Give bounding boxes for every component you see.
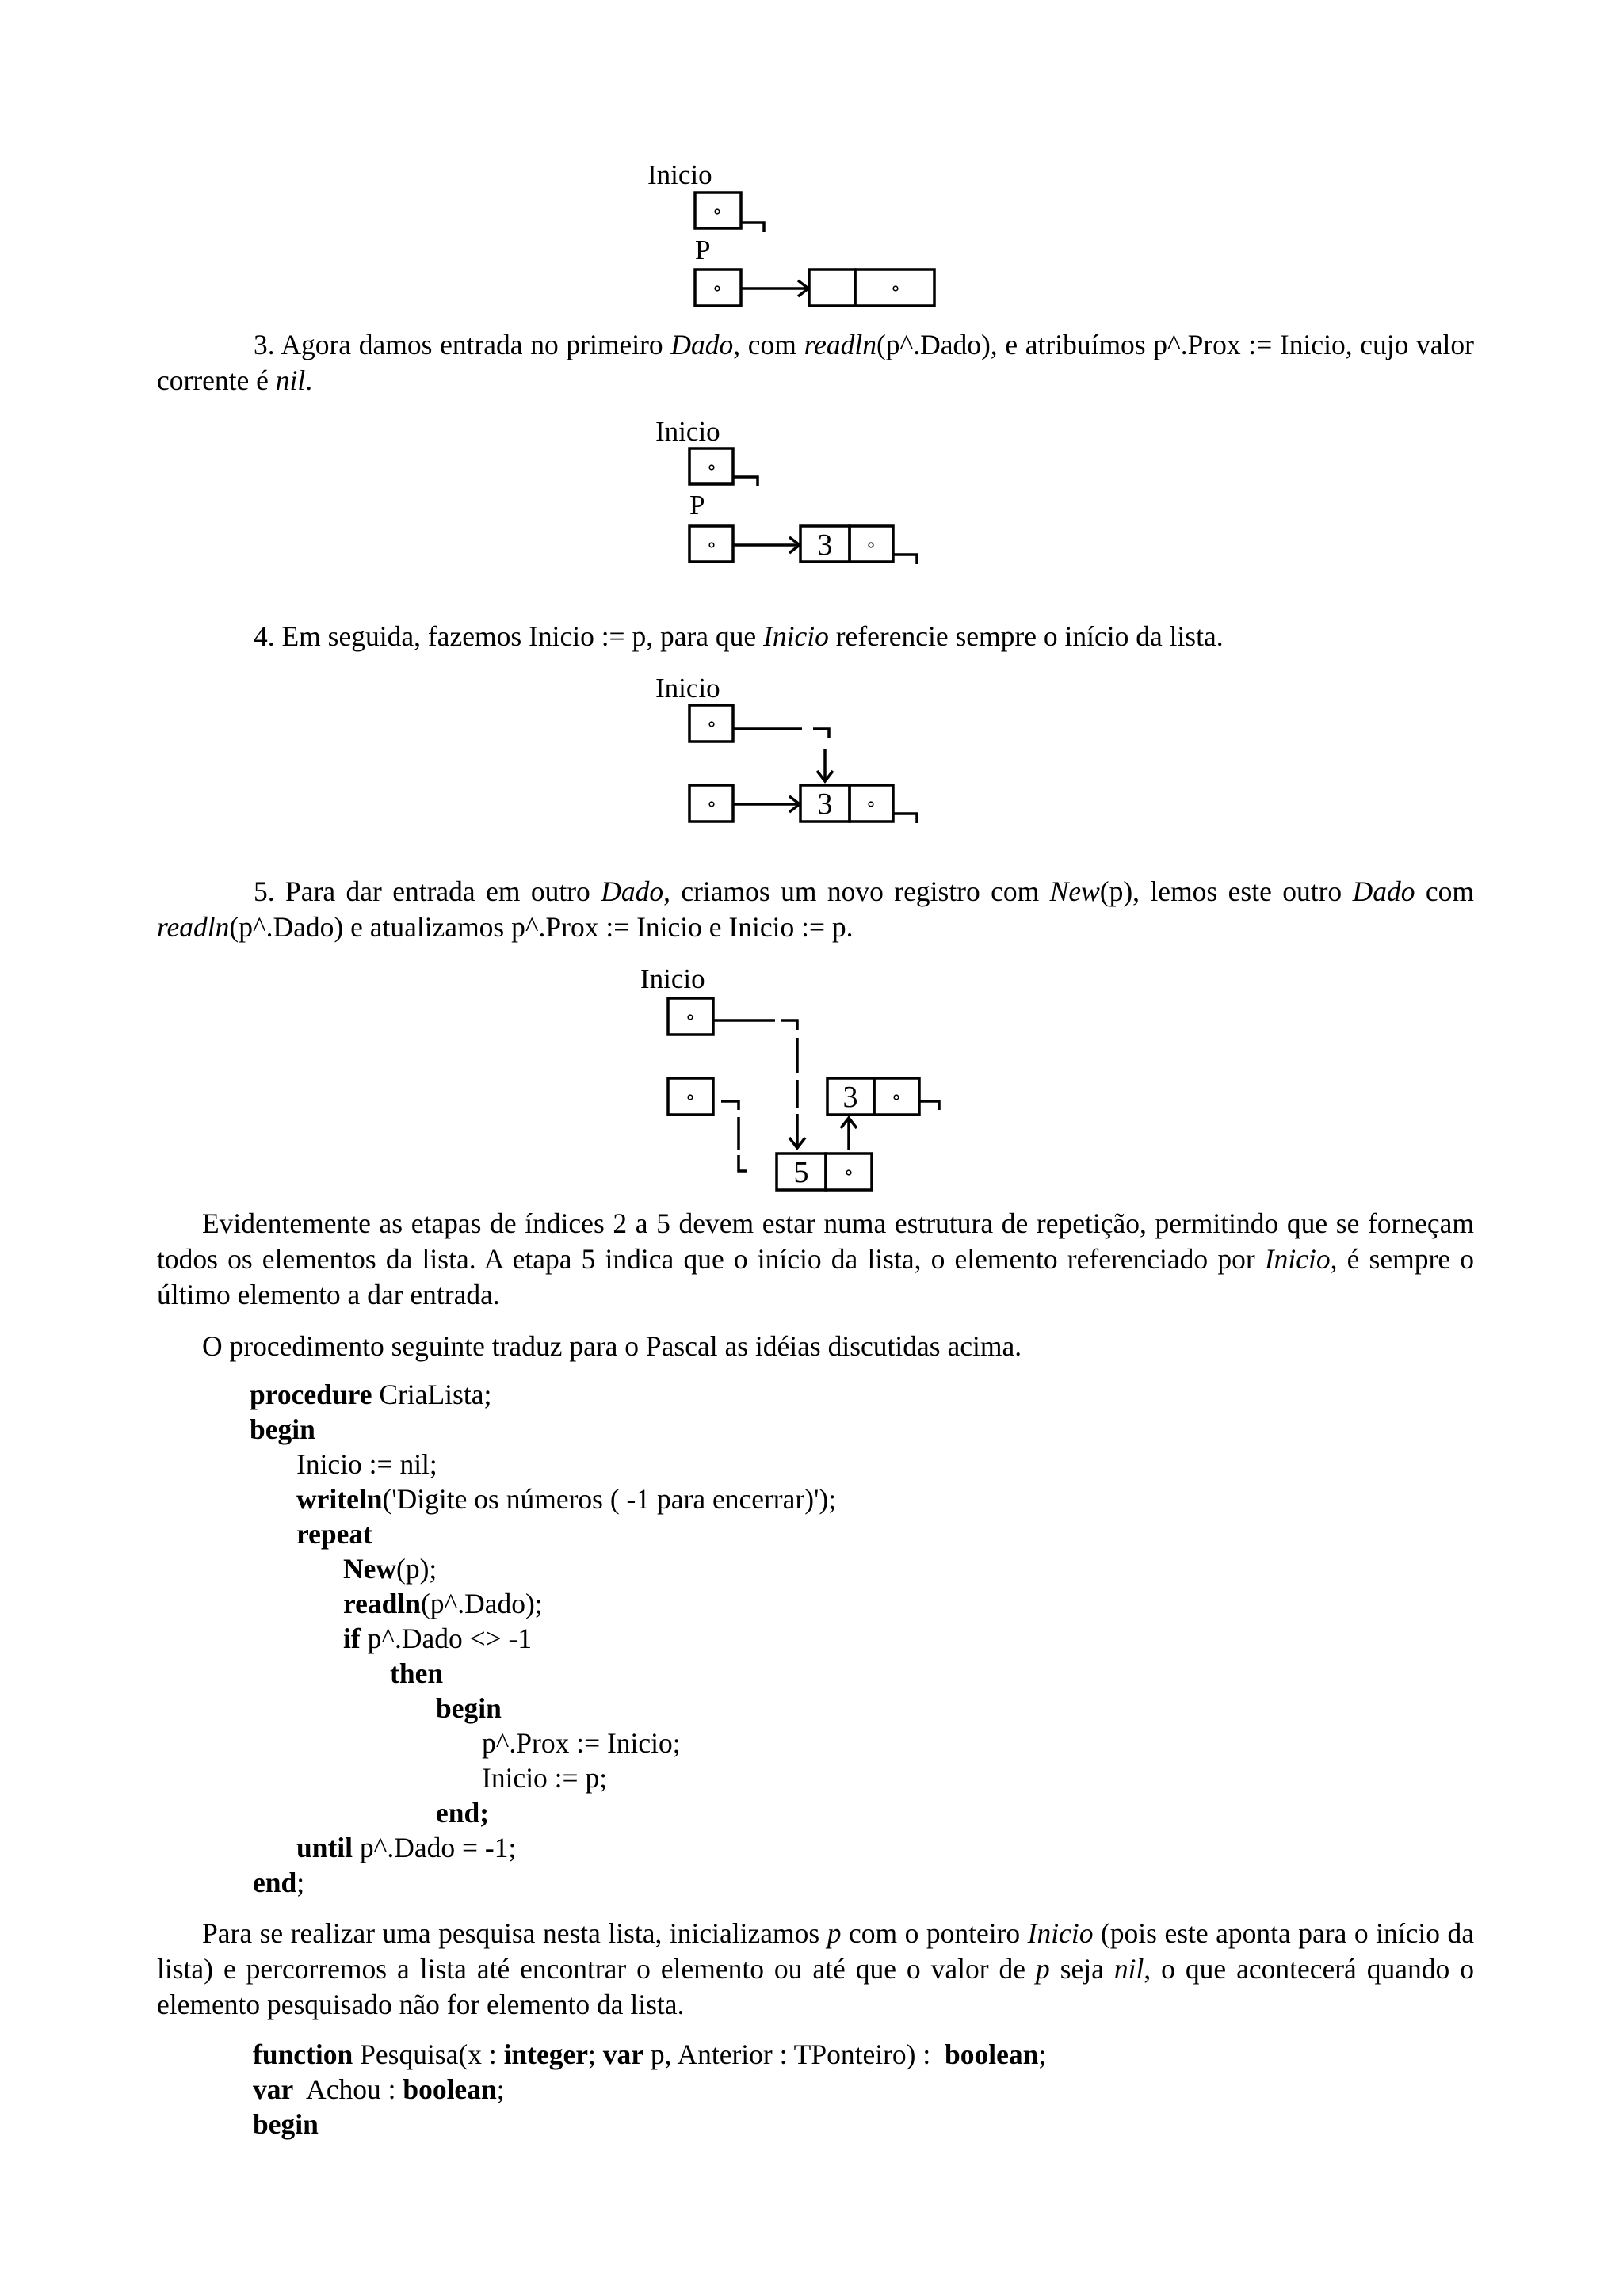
text-run: (p), lemos este outro <box>1099 875 1353 907</box>
code-keyword: if <box>343 1623 361 1654</box>
code-text: p^.Dado <> -1 <box>360 1623 533 1654</box>
code-line <box>250 1586 836 1621</box>
diagram-step-4 <box>634 666 951 832</box>
node-prox-field <box>850 785 893 822</box>
code-keyword: repeat <box>296 1518 372 1550</box>
paragraph-procedure-intro: O procedimento seguinte traduz para o Pascal as idéias discutidas acima. <box>202 1330 1022 1362</box>
code-keyword: function <box>253 2039 353 2070</box>
nil-ground-symbol <box>919 1101 939 1110</box>
code-text: p^.Prox := Inicio; <box>482 1727 681 1759</box>
code-text: p^.Dado = -1; <box>353 1832 517 1863</box>
code-text: ; <box>496 2073 505 2105</box>
code-line <box>250 1482 836 1516</box>
text-run: (p^.Dado), e atribuímos p^.Prox := Inicio, cujo valor corrente é <box>157 329 1474 396</box>
text-run-italic: Dado <box>670 329 734 360</box>
nil-ground-symbol <box>893 814 917 823</box>
node-value: 3 <box>817 788 833 821</box>
code-keyword: boolean <box>403 2073 497 2105</box>
code-line <box>253 2072 1046 2107</box>
diagram-inicio-label: Inicio <box>655 416 720 447</box>
code-line <box>250 1621 836 1656</box>
inicio-pointer-box <box>668 998 713 1035</box>
text-run-italic: Inicio <box>1264 1243 1331 1275</box>
text-run-italic: p <box>827 1917 842 1949</box>
paragraph-step-5 <box>157 874 1474 945</box>
pointer-dot <box>709 465 714 470</box>
code-keyword: var <box>602 2039 644 2070</box>
paragraph-step-3 <box>157 327 1474 399</box>
pointer-dot <box>688 1095 693 1100</box>
code-keyword: begin <box>250 1413 315 1445</box>
code-keyword: begin <box>253 2108 319 2140</box>
text-run: Para se realizar uma pesquisa nesta lista, inicializamos <box>202 1917 827 1949</box>
code-keyword: readln <box>343 1588 421 1619</box>
code-text: (p^.Dado); <box>420 1588 543 1619</box>
node-prox-field <box>826 1154 872 1190</box>
text-run: . <box>305 364 313 396</box>
nil-ground-symbol <box>893 555 917 564</box>
code-line <box>253 2107 1046 2142</box>
pointer-dot <box>709 543 714 547</box>
code-keyword: end; <box>436 1797 490 1829</box>
code-keyword: var <box>253 2073 294 2105</box>
code-line <box>250 1760 836 1795</box>
pointer-line <box>813 729 829 738</box>
code-line <box>250 1795 836 1830</box>
code-block-pesquisa <box>253 2037 1046 2142</box>
text-run: referencie sempre o início da lista. <box>828 620 1224 652</box>
code-line <box>250 1656 836 1691</box>
diagram-step-2 <box>634 151 951 317</box>
text-run: , é sempre o último elemento a dar entrada. <box>157 1243 1474 1310</box>
nil-ground-symbol <box>733 477 758 486</box>
pointer-dot <box>846 1170 851 1175</box>
text-run: , criamos um novo registro com <box>663 875 1050 907</box>
p-pointer-box <box>689 785 733 822</box>
nil-ground-symbol <box>741 223 764 232</box>
diagram-p-label: P <box>695 235 711 265</box>
text-run-italic: Dado <box>1352 875 1415 907</box>
text-run-italic: New <box>1049 875 1100 907</box>
pointer-dot <box>709 802 714 807</box>
code-text: Achou : <box>293 2073 403 2105</box>
text-run: , com <box>733 329 804 360</box>
pointer-dot <box>709 722 714 727</box>
code-text: ('Digite os números ( -1 para encerrar)'); <box>382 1483 837 1515</box>
code-text: Inicio := nil; <box>296 1448 437 1480</box>
text-run-italic: readln <box>157 911 230 943</box>
code-text: ; <box>1038 2039 1047 2070</box>
diagram-inicio-label: Inicio <box>640 963 705 994</box>
text-run: seja <box>1049 1953 1114 1985</box>
code-line <box>250 1412 836 1447</box>
code-keyword: then <box>390 1657 444 1689</box>
pointer-dot <box>869 802 873 807</box>
code-line <box>250 1447 836 1482</box>
text-run: (pois este aponta para o início da lista) e percorremos a lista até encontrar o elemento ou até que o valor de <box>157 1917 1474 1985</box>
paragraph-step-4 <box>157 619 1474 654</box>
inicio-pointer-box <box>689 705 733 742</box>
code-line <box>250 1691 836 1726</box>
code-keyword: until <box>296 1832 353 1863</box>
code-text: Inicio := p; <box>482 1762 608 1794</box>
text-run-italic: Dado <box>601 875 664 907</box>
diagram-inicio-label: Inicio <box>655 673 720 704</box>
text-run: , o que acontecerá quando o elemento pesquisado não for elemento da lista. <box>157 1953 1474 2020</box>
text-run-italic: readln <box>804 329 876 360</box>
code-keyword: integer <box>503 2039 589 2070</box>
code-keyword: begin <box>436 1692 502 1724</box>
node-prox-field <box>855 269 934 306</box>
paragraph-evidentemente <box>157 1206 1474 1313</box>
code-line <box>250 1377 836 1412</box>
code-text: p, Anterior : TPonteiro) : <box>643 2039 945 2070</box>
code-keyword: boolean <box>944 2039 1039 2070</box>
p-pointer-box <box>689 526 733 562</box>
p-pointer-box <box>695 269 741 306</box>
pointer-dot <box>869 543 873 547</box>
text-run-italic: nil <box>275 364 306 396</box>
text-run-italic: p <box>1036 1953 1050 1985</box>
code-text: ; <box>588 2039 603 2070</box>
node-prox-field <box>874 1078 919 1115</box>
text-run: Evidentemente as etapas de índices 2 a 5 devem estar numa estrutura de repetição, permitindo que se forneçam todos os elementos da lista. A etapa 5 indica que o início da lista, o elemento referenciado por <box>157 1207 1474 1275</box>
code-line <box>250 1551 836 1586</box>
code-block-crialista <box>250 1377 836 1900</box>
pointer-dot <box>688 1015 693 1020</box>
text-run: (p^.Dado) e atualizamos p^.Prox := Inicio e Inicio := p. <box>229 911 854 943</box>
node-data-field <box>809 269 855 306</box>
code-keyword: end <box>253 1867 297 1898</box>
code-line <box>250 1865 836 1900</box>
node-prox-field <box>850 526 893 562</box>
pointer-dot <box>715 209 720 214</box>
code-line <box>250 1726 836 1760</box>
text-run-italic: Inicio <box>1027 1917 1094 1949</box>
code-line <box>250 1516 836 1551</box>
paragraph-search-intro <box>157 1916 1474 2023</box>
p-pointer-box <box>668 1078 713 1115</box>
inicio-pointer-box <box>689 448 733 484</box>
pointer-line <box>721 1101 739 1110</box>
text-run-italic: Inicio <box>763 620 829 652</box>
text-run: com <box>1415 875 1474 907</box>
pointer-line <box>739 1155 747 1171</box>
text-run: 3. Agora damos entrada no primeiro <box>254 329 671 360</box>
diagram-step-3 <box>634 408 951 574</box>
code-keyword: New <box>343 1553 397 1585</box>
pointer-dot <box>894 1095 899 1100</box>
code-line <box>250 1830 836 1865</box>
diagram-inicio-label: Inicio <box>647 159 712 190</box>
code-keyword: procedure <box>250 1379 372 1410</box>
code-keyword: writeln <box>296 1483 383 1515</box>
node-value: 5 <box>793 1156 809 1189</box>
text-run: 5. Para dar entrada em outro <box>254 875 601 907</box>
text-run: com o ponteiro <box>841 1917 1028 1949</box>
code-text: (p); <box>396 1553 437 1585</box>
diagram-p-label: P <box>689 490 705 521</box>
pointer-dot <box>893 286 898 291</box>
node-value: 3 <box>842 1081 858 1114</box>
diagram-step-5 <box>626 955 967 1208</box>
text-run: 4. Em seguida, fazemos Inicio := p, para que <box>254 620 764 652</box>
code-text: Pesquisa(x : <box>353 2039 504 2070</box>
pointer-line <box>781 1020 797 1030</box>
inicio-pointer-box <box>695 193 741 228</box>
code-line <box>253 2037 1046 2072</box>
code-text: ; <box>296 1867 305 1898</box>
text-run-italic: nil <box>1113 1953 1144 1985</box>
node-value: 3 <box>817 528 833 562</box>
code-text: CriaLista; <box>372 1379 492 1410</box>
pointer-dot <box>715 286 720 291</box>
